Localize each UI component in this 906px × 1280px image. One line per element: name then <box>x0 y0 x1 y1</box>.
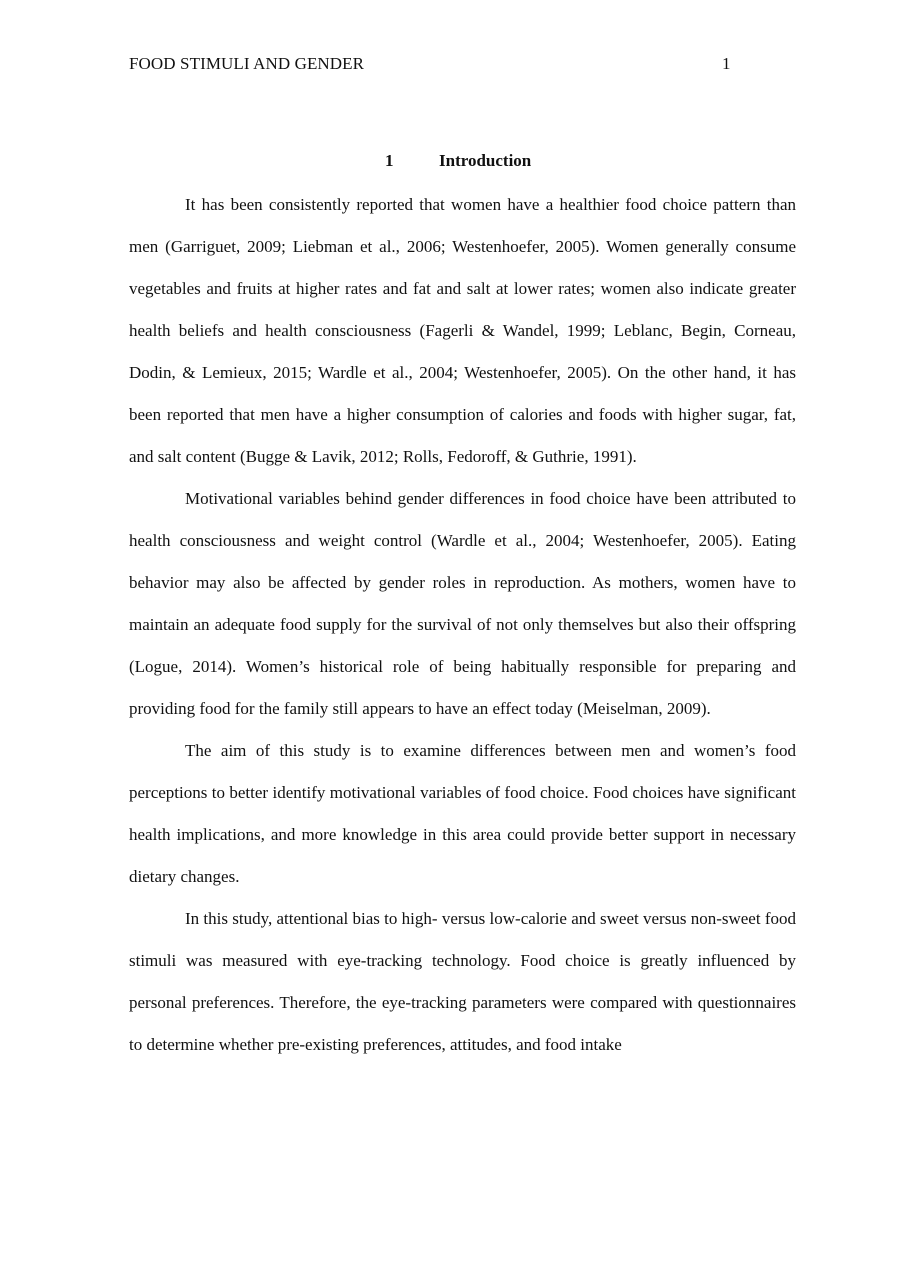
running-head: FOOD STIMULI AND GENDER <box>129 54 365 73</box>
paragraph: The aim of this study is to examine differences between men and women’s food perceptions to better identify motivational variables of food choice. Food choices have significant health implications, and more knowledge in this area could provide better support in necessary dietary changes. <box>129 741 796 886</box>
section-heading <box>385 151 531 171</box>
paragraph: Motivational variables behind gender differences in food choice have been attributed to health consciousness and weight control (Wardle et al., 2004; Westenhoefer, 2005). Eating behavior may also be affected by gender roles in reproduction. As mothers, women have to maintain an adequate food supply for the survival of not only themselves but also their offspring (Logue, 2014). Women’s historical role of being habitually responsible for preparing and providing food for the family still appears to have an effect today (Meiselman, 2009). <box>129 489 796 718</box>
paragraph: In this study, attentional bias to high- versus low-calorie and sweet versus non-sweet food stimuli was measured with eye-tracking technology. Food choice is greatly influenced by personal preferences. Therefore, the eye-tracking parameters were compared with questionnaires to determine whether pre-existing preferences, attitudes, and food intake <box>129 909 796 1054</box>
page-number: 1 <box>722 54 731 73</box>
section-number: 1 <box>385 151 394 170</box>
paragraph: It has been consistently reported that women have a healthier food choice pattern than men (Garriguet, 2009; Liebman et al., 2006; Westenhoefer, 2005). Women generally consume vegetables and fruits at higher rates and fat and salt at lower rates; women also indicate greater health beliefs and health consciousness (Fagerli & Wandel, 1999; Leblanc, Begin, Corneau, Dodin, & Lemieux, 2015; Wardle et al., 2004; Westenhoefer, 2005). On the other hand, it has been reported that men have a higher consumption of calories and foods with higher sugar, fat, and salt content (Bugge & Lavik, 2012; Rolls, Fedoroff, & Guthrie, 1991). <box>129 195 796 466</box>
section-title: Introduction <box>439 151 532 170</box>
body-text <box>129 184 796 1066</box>
